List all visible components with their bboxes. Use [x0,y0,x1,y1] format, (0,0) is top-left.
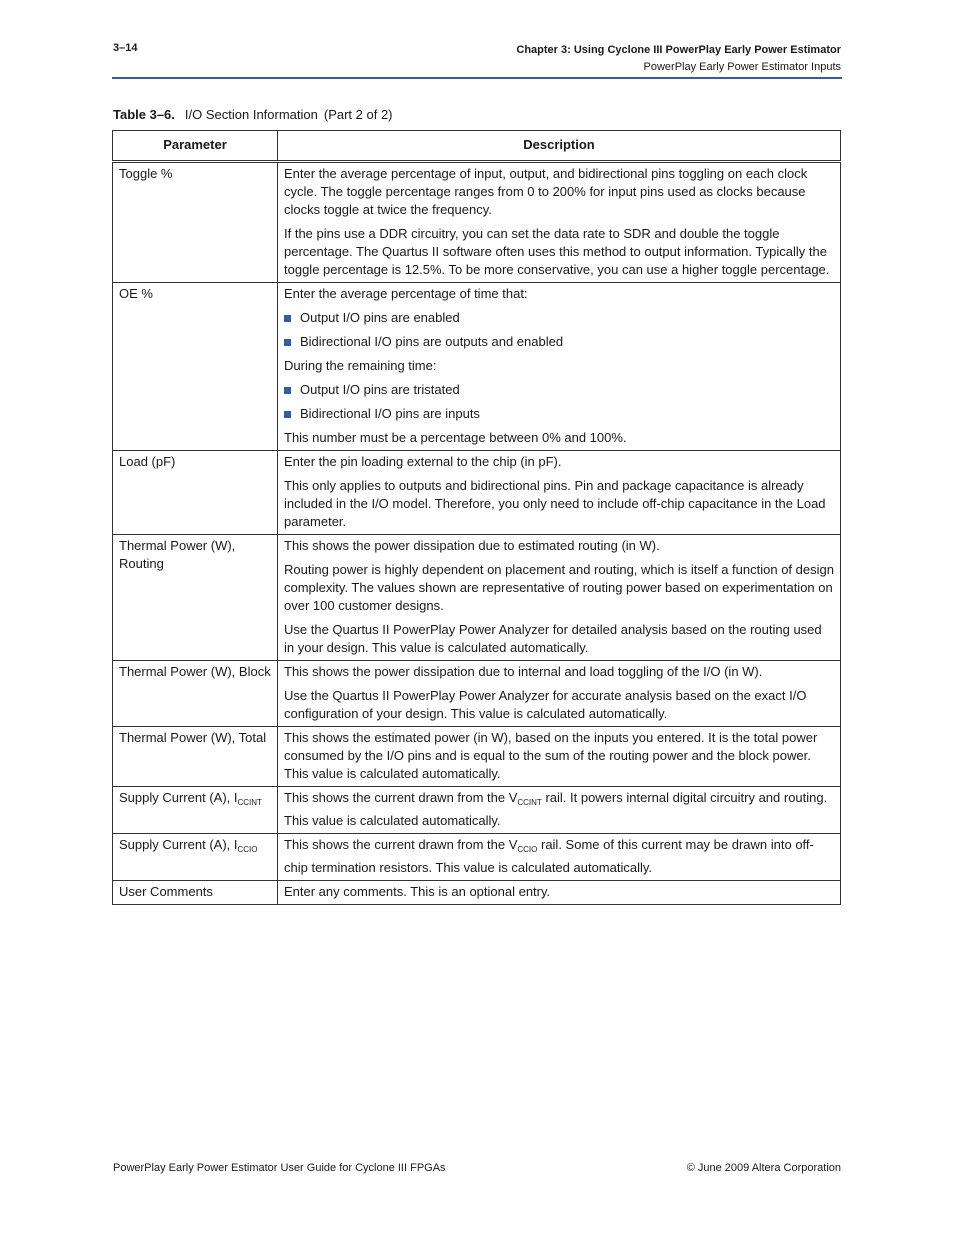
footer-copyright: © June 2009 Altera Corporation [686,1162,841,1174]
description-text: This only applies to outputs and bidirectional pins. Pin and package capacitance is already included in the I/O model. Therefore, you only need to include off-chip capacitance in the Load parameter. [284,478,826,529]
page-number: 3–14 [113,42,138,54]
description-cell [278,451,841,535]
description-suffix: rail. Some of this current may be drawn into off-chip termination resistors. This value is calculated automatically. [284,837,814,875]
param-text: Supply Current (A), I [119,790,238,805]
table-row [113,661,841,727]
param-cell: OE % [113,283,278,451]
table-title: I/O Section Information [184,107,318,122]
param-cell [113,787,278,834]
description-text: Enter the average percentage of time that: [284,286,528,301]
bullet-item [284,333,834,351]
bullet-text: Output I/O pins are enabled [300,310,460,325]
description-cell [278,787,841,834]
table-row [113,535,841,661]
description-cell [278,162,841,283]
table-row [113,787,841,834]
table-part: (Part 2 of 2) [323,107,393,122]
param-text: Supply Current (A), I [119,837,238,852]
square-bullet-icon [284,387,291,394]
param-cell: User Comments [113,881,278,905]
description-suffix: rail. It powers internal digital circuitry and routing. This value is calculated automatically. [284,790,828,828]
chapter-title: Chapter 3: Using Cyclone III PowerPlay Early Power Estimator [516,44,841,56]
param-cell: Thermal Power (W), Total [113,727,278,787]
description-text: This shows the power dissipation due to estimated routing (in W). [284,538,660,553]
description-text: This number must be a percentage between 0% and 100%. [284,430,627,445]
description-text [284,789,834,830]
table-row [113,283,841,451]
description-text: Enter any comments. This is an optional entry. [284,884,551,899]
bullet-text: Output I/O pins are tristated [300,382,460,397]
description-text: If the pins use a DDR circuitry, you can set the data rate to SDR and double the toggle percentage. The Quartus II software often uses this method to output information. Typically the toggle percentage is 12.5%. To be more conservative, you can use a higher toggle percentage. [284,226,830,277]
running-header [516,42,841,76]
description-cell [278,661,841,727]
parameter-column-header: Parameter [113,131,278,162]
param-subscript: CCIO [237,845,258,854]
description-text: This shows the power dissipation due to internal and load toggling of the I/O (in W). [284,664,763,679]
description-column-header: Description [278,131,841,162]
square-bullet-icon [284,339,291,346]
param-cell: Thermal Power (W), Routing [113,535,278,661]
description-cell [278,834,841,881]
bullet-item [284,309,834,327]
description-text: Use the Quartus II PowerPlay Power Analyzer for detailed analysis based on the routing used in your design. This value is calculated automatically. [284,622,822,655]
description-cell [278,283,841,451]
square-bullet-icon [284,411,291,418]
description-prefix: This shows the current drawn from the V [284,837,518,852]
table-caption [113,107,393,122]
description-text: Enter the pin loading external to the chip (in pF). [284,454,562,469]
description-text: During the remaining time: [284,358,437,373]
description-cell [278,881,841,905]
section-title: PowerPlay Early Power Estimator Inputs [643,61,841,73]
header-rule [112,77,842,79]
bullet-text: Bidirectional I/O pins are outputs and enabled [300,334,564,349]
description-subscript: CCIO [517,845,538,854]
description-text: Use the Quartus II PowerPlay Power Analyzer for accurate analysis based on the exact I/O configuration of your design. This value is calculated automatically. [284,688,807,721]
description-cell [278,535,841,661]
param-subscript: CCINT [237,798,262,807]
table-row [113,162,841,283]
bullet-item [284,405,834,423]
param-cell: Thermal Power (W), Block [113,661,278,727]
description-subscript: CCINT [517,798,542,807]
description-text: Routing power is highly dependent on placement and routing, which is itself a function of design complexity. The values shown are representative of routing power based on experimentation on over 100 customer designs. [284,562,834,613]
io-section-table [112,130,841,905]
table-header-row [113,131,841,162]
footer-guide-title: PowerPlay Early Power Estimator User Guide for Cyclone III FPGAs [113,1162,446,1174]
bullet-item [284,381,834,399]
description-text: Enter the average percentage of input, output, and bidirectional pins toggling on each clock cycle. The toggle percentage ranges from 0 to 200% for input pins used as clocks because clocks toggle at twice the frequency. [284,166,808,217]
param-cell [113,834,278,881]
bullet-text: Bidirectional I/O pins are inputs [300,406,480,421]
table-row [113,834,841,881]
description-text [284,836,834,877]
param-cell: Load (pF) [113,451,278,535]
description-cell [278,727,841,787]
square-bullet-icon [284,315,291,322]
table-row [113,727,841,787]
param-cell: Toggle % [113,162,278,283]
description-prefix: This shows the current drawn from the V [284,790,518,805]
table-row [113,881,841,905]
description-text: This shows the estimated power (in W), based on the inputs you entered. It is the total power consumed by the I/O pins and is equal to the sum of the routing power and the block power. This value is calculated automatically. [284,730,818,781]
table-row [113,451,841,535]
table-number: Table 3–6. [113,107,175,122]
